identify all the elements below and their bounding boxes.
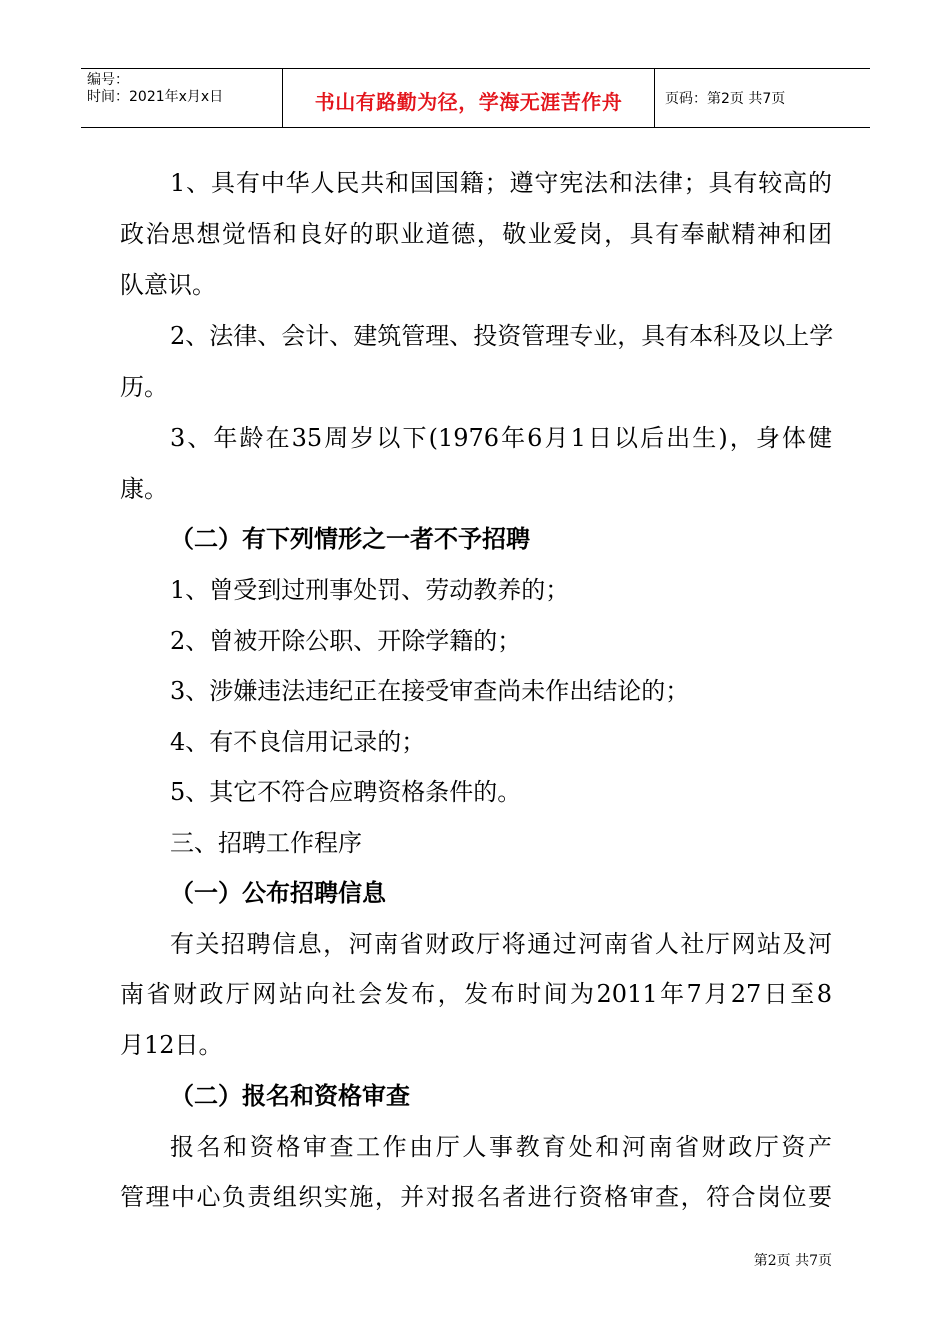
paragraph-line: 1、具有中华人民共和国国籍；遵守宪法和法律；具有较高的 bbox=[170, 169, 832, 197]
paragraph-line: 报名和资格审查工作由厅人事教育处和河南省财政厅资产 bbox=[170, 1133, 832, 1161]
list-item: 1、曾受到过刑事处罚、劳动教养的； bbox=[170, 576, 570, 604]
paragraph-line: 康。 bbox=[120, 475, 168, 503]
page-header bbox=[81, 68, 870, 128]
document-time-label: 时间：2021年x月x日 bbox=[87, 89, 224, 105]
list-item: 4、有不良信用记录的； bbox=[170, 728, 426, 756]
paragraph-line: 2、法律、会计、建筑管理、投资管理专业，具有本科及以上学 bbox=[170, 322, 834, 350]
section-heading: （二）有下列情形之一者不予招聘 bbox=[170, 525, 530, 553]
list-item: 5、其它不符合应聘资格条件的。 bbox=[170, 778, 522, 806]
list-item: 2、曾被开除公职、开除学籍的； bbox=[170, 627, 522, 655]
header-meta bbox=[81, 69, 282, 127]
paragraph-line: 南省财政厅网站向社会发布，发布时间为2011年7月27日至8 bbox=[120, 980, 832, 1008]
section-heading: （一）公布招聘信息 bbox=[170, 879, 386, 907]
page-footer: 第2页 共7页 bbox=[753, 1253, 832, 1269]
paragraph-line: 3、年龄在35周岁以下(1976年6月1日以后出生)，身体健 bbox=[170, 424, 832, 452]
document-number-label: 编号： bbox=[87, 72, 129, 88]
paragraph-line: 有关招聘信息，河南省财政厅将通过河南省人社厅网站及河 bbox=[170, 930, 832, 958]
paragraph-line: 管理中心负责组织实施，并对报名者进行资格审查，符合岗位要 bbox=[120, 1183, 832, 1211]
list-item: 3、涉嫌违法违纪正在接受审查尚未作出结论的； bbox=[170, 677, 690, 705]
paragraph-line: 队意识。 bbox=[120, 271, 216, 299]
header-page-cell bbox=[655, 69, 870, 127]
paragraph-line: 月12日。 bbox=[120, 1031, 223, 1059]
section-heading: 三、招聘工作程序 bbox=[170, 829, 362, 857]
paragraph-line: 政治思想觉悟和良好的职业道德，敬业爱岗，具有奉献精神和团 bbox=[120, 220, 832, 248]
section-heading: （二）报名和资格审查 bbox=[170, 1082, 410, 1110]
header-page-number: 页码：第2页 共7页 bbox=[665, 91, 786, 107]
paragraph-line: 历。 bbox=[120, 373, 168, 401]
header-motto-cell bbox=[282, 69, 655, 127]
header-motto: 书山有路勤为径，学海无涯苦作舟 bbox=[314, 89, 623, 114]
